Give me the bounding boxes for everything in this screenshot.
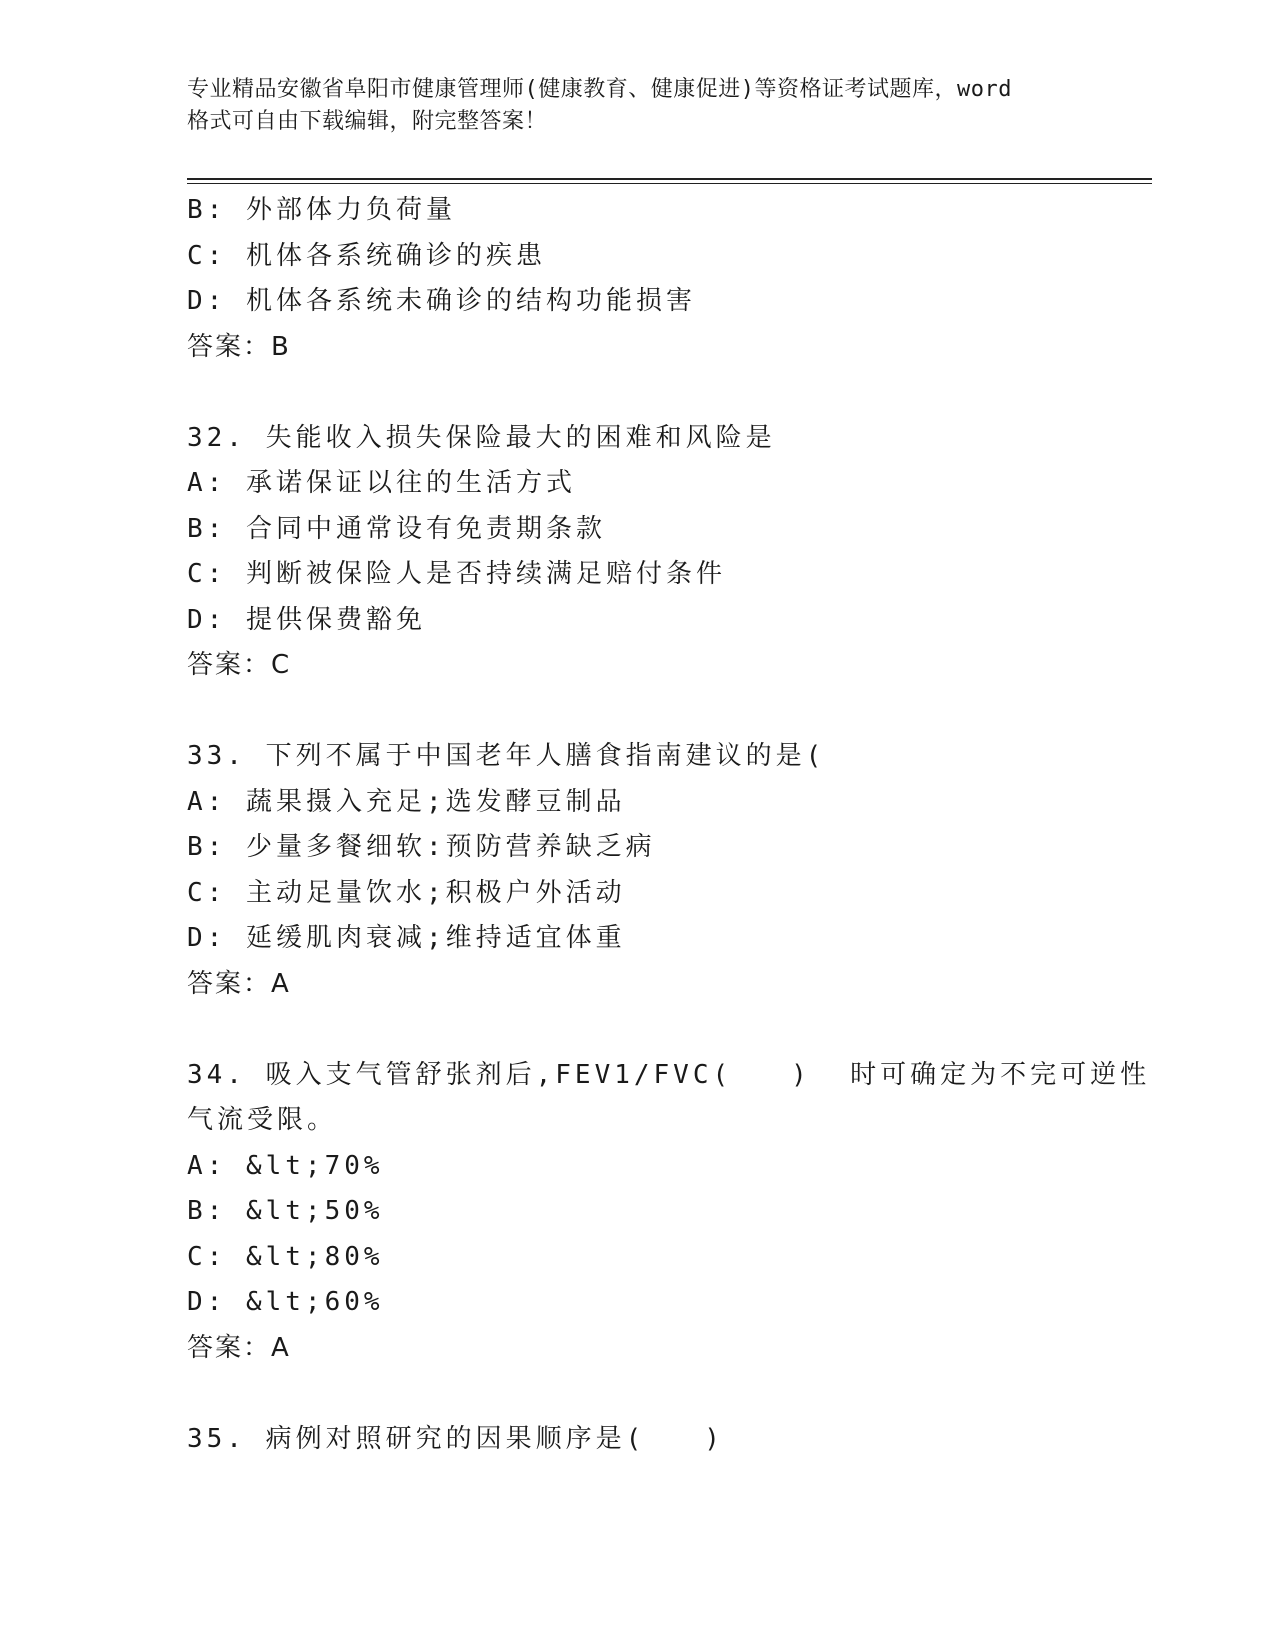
option-b: B: 外部体力负荷量 xyxy=(187,195,456,225)
question-text-line-2: 气流受限。 xyxy=(187,1105,338,1135)
header-divider-thin xyxy=(187,183,1152,184)
option-d: D: 延缓肌肉衰减;维持适宜体重 xyxy=(187,923,626,953)
option-d: D: 提供保费豁免 xyxy=(187,604,426,635)
spacer xyxy=(187,370,1152,416)
question-34 xyxy=(187,1053,1152,1372)
spacer xyxy=(187,1007,1152,1053)
option-d: D: &lt;60% xyxy=(187,1287,384,1317)
option-c: C: &lt;80% xyxy=(187,1241,384,1272)
question-text: 33. 下列不属于中国老年人膳食指南建议的是( xyxy=(187,741,826,771)
spacer xyxy=(187,689,1152,735)
header-line-2: 格式可自由下载编辑，附完整答案！ xyxy=(187,109,548,134)
question-list xyxy=(187,188,1152,1462)
answer: 答案：A xyxy=(187,968,291,999)
option-d: D: 机体各系统未确诊的结构功能损害 xyxy=(187,286,696,316)
option-b: B: 少量多餐细软:预防营养缺乏病 xyxy=(187,832,656,862)
question-31 xyxy=(187,188,1152,370)
question-35 xyxy=(187,1417,1152,1463)
option-b: B: &lt;50% xyxy=(187,1196,384,1226)
option-c: C: 主动足量饮水;积极户外活动 xyxy=(187,877,626,908)
option-b: B: 合同中通常设有免责期条款 xyxy=(187,513,606,544)
option-c: C: 判断被保险人是否持续满足赔付条件 xyxy=(187,559,726,589)
document-header xyxy=(187,74,1087,138)
answer: 答案：A xyxy=(187,1332,291,1363)
answer: 答案：C xyxy=(187,650,292,680)
header-divider-thick xyxy=(187,178,1152,180)
option-a: A: &lt;70% xyxy=(187,1150,384,1181)
option-a: A: 蔬果摄入充足;选发酵豆制品 xyxy=(187,786,626,817)
question-32 xyxy=(187,416,1152,689)
answer: 答案：B xyxy=(187,331,291,362)
option-a: A: 承诺保证以往的生活方式 xyxy=(187,468,576,498)
option-c: C: 机体各系统确诊的疾患 xyxy=(187,240,546,271)
spacer xyxy=(187,1371,1152,1417)
header-line-1: 专业精品安徽省阜阳市健康管理师(健康教育、健康促进)等资格证考试题库，word xyxy=(187,77,1012,102)
question-text: 35. 病例对照研究的因果顺序是( ) xyxy=(187,1423,724,1454)
question-text: 32. 失能收入损失保险最大的困难和风险是 xyxy=(187,422,776,453)
question-33 xyxy=(187,734,1152,1007)
question-text-line-1: 34. 吸入支气管舒张剂后,FEV1/FVC( ) 时可确定为不完可逆性 xyxy=(187,1059,1151,1090)
